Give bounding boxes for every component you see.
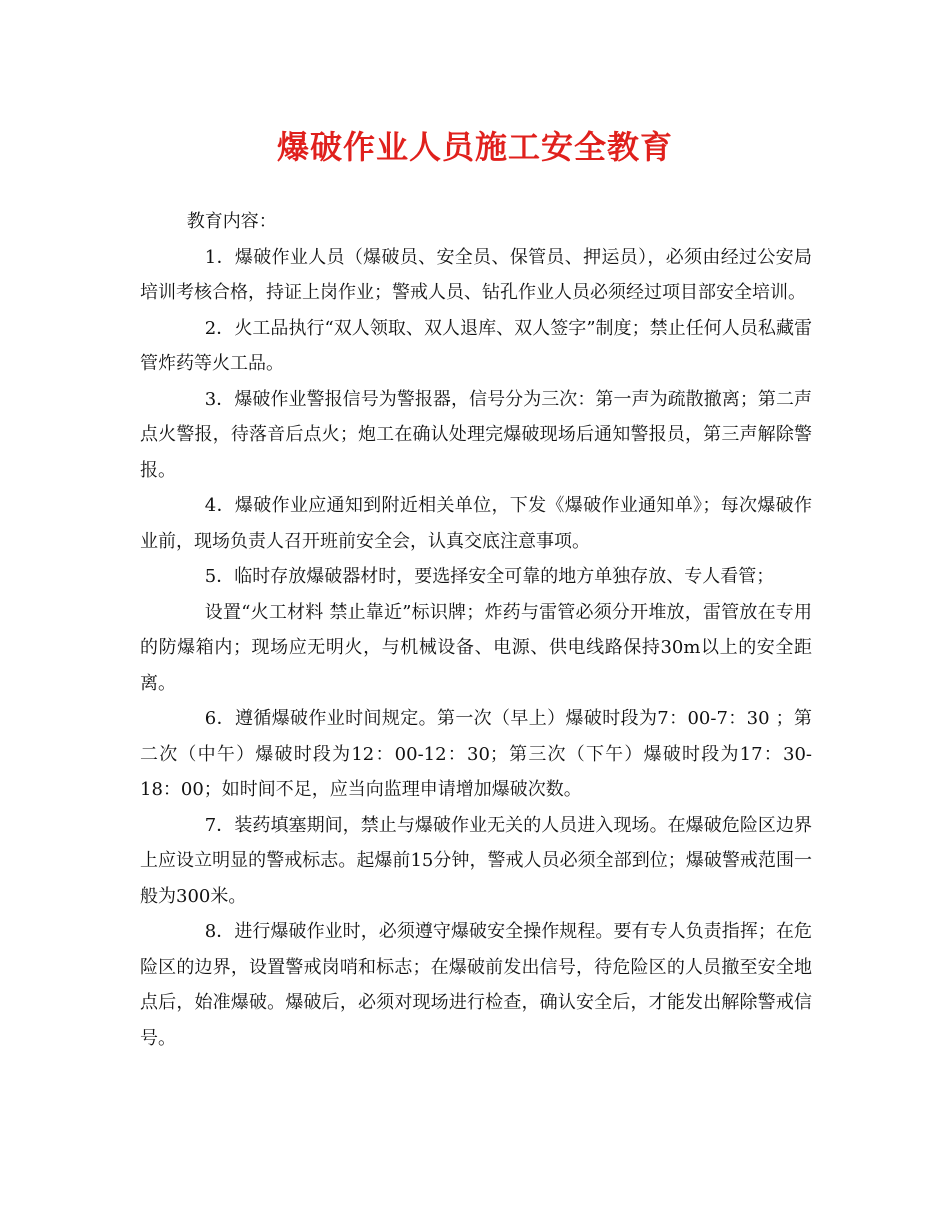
paragraph-3: 3．爆破作业警报信号为警报器，信号分为三次：第一声为疏散撤离；第二声点火警报，待落音后点火；炮工在确认处理完爆破现场后通知警报员，第三声解除警报。 <box>140 388 812 481</box>
paragraph-1: 1．爆破作业人员（爆破员、安全员、保管员、押运员），必须由经过公安局培训考核合格，持证上岗作业；警戒人员、钻孔作业人员必须经过项目部安全培训。 <box>140 246 812 303</box>
paragraph-6: 6．遵循爆破作业时间规定。第一次（早上）爆破时段为7：00-7：30 ；第二次（中午）爆破时段为12：00-12：30；第三次（下午）爆破时段为17：30-18：00；如时间不足，应当向监理申请增加爆破次数。 <box>140 708 812 800</box>
paragraph-5-continued: 设置“火工材料 禁止靠近”标识牌；炸药与雷管必须分开堆放，雷管放在专用的防爆箱内；现场应无明火，与机械设备、电源、供电线路保持30m以上的安全距离。 <box>140 601 812 694</box>
paragraph-8: 8．进行爆破作业时，必须遵守爆破安全操作规程。要有专人负责指挥；在危险区的边界，设置警戒岗哨和标志；在爆破前发出信号，待危险区的人员撤至安全地点后，始准爆破。爆破后，必须对现场进行检查，确认安全后，才能发出解除警戒信号。 <box>140 921 812 1049</box>
paragraph-2: 2．火工品执行“双人领取、双人退库、双人签字”制度；禁止任何人员私藏雷管炸药等火工品。 <box>140 317 812 374</box>
intro-label: 教育内容： <box>186 211 277 232</box>
document-title: 爆破作业人员施工安全教育 <box>276 128 673 166</box>
document-body <box>140 204 812 1056</box>
paragraph-7: 7．装药填塞期间，禁止与爆破作业无关的人员进入现场。在爆破危险区边界上应设立明显的警戒标志。起爆前15分钟，警戒人员必须全部到位；爆破警戒范围一般为300米。 <box>140 814 812 907</box>
paragraph-4: 4．爆破作业应通知到附近相关单位，下发《爆破作业通知单》；每次爆破作业前，现场负责人召开班前安全会，认真交底注意事项。 <box>140 495 812 552</box>
paragraph-5: 5．临时存放爆破器材时，要选择安全可靠的地方单独存放、专人看管； <box>204 566 775 587</box>
